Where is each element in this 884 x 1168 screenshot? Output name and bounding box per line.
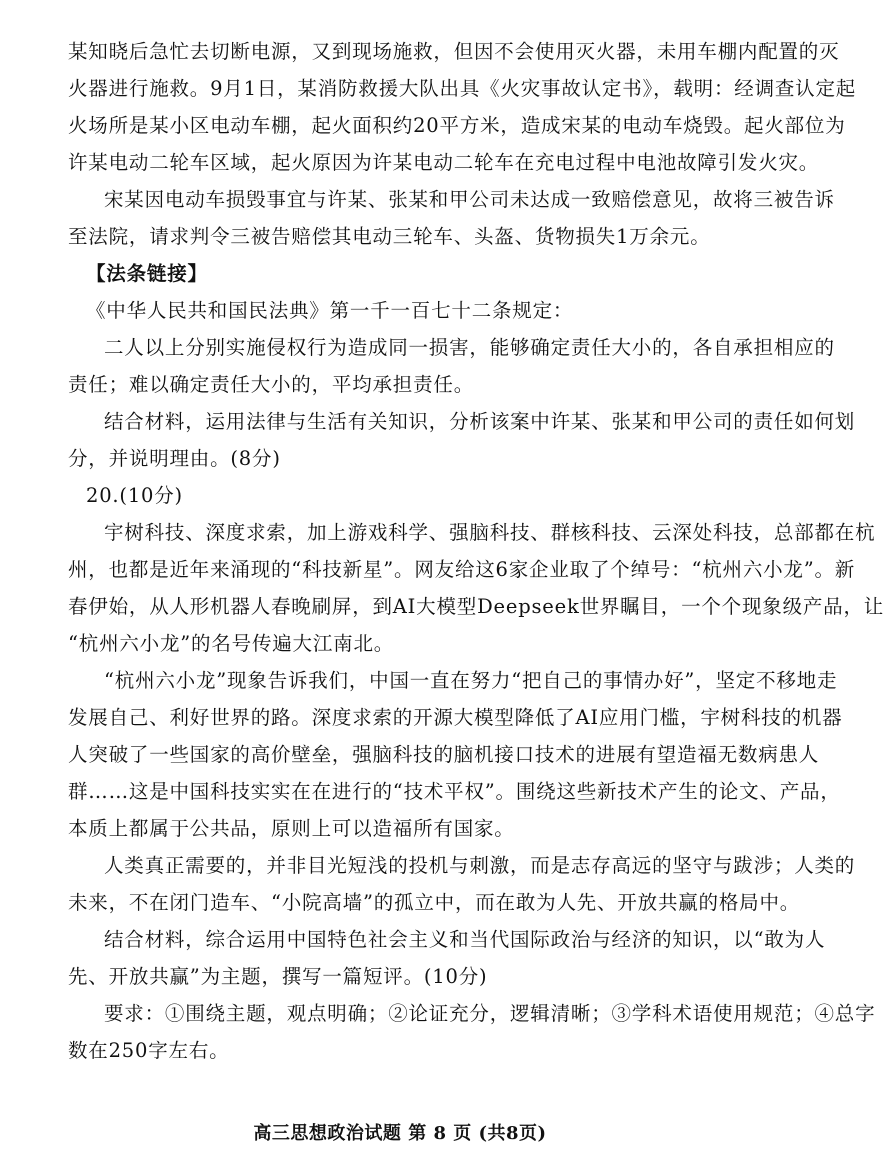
q20-p3-line-2: 未来，不在闭门造车、“小院高墙”的孤立中，而在敢为人先、开放共赢的格局中。 (68, 891, 801, 914)
law-text-line-1: 二人以上分别实施侵权行为造成同一损害，能够确定责任大小的，各自承担相应的 (104, 336, 835, 359)
q20-p1-line-1: 宇树科技、深度求索，加上游戏科学、强脑科技、群核科技、云深处科技，总部都在杭 (104, 521, 876, 544)
lawsuit-line-1: 宋某因电动车损毁事宜与许某、张某和甲公司未达成一致赔偿意见，故将三被告诉 (104, 188, 835, 211)
q20-p1-line-4: “杭州六小龙”的名号传遍大江南北。 (68, 632, 395, 655)
q20-p2-line-3: 人突破了一些国家的高价壁垒，强脑科技的脑机接口技术的进展有望造福无数病患人 (68, 743, 820, 766)
case-line-2: 火器进行施救。9月1日，某消防救援大队出具《火灾事故认定书》，载明：经调查认定起 (68, 77, 857, 100)
lawsuit-line-2: 至法院，请求判令三被告赔偿其电动三轮车、头盔、货物损失1万余元。 (68, 225, 711, 248)
case-line-1: 某知晓后急忙去切断电源，又到现场施救，但因不会使用灭火器，未用车棚内配置的灭 (68, 40, 840, 63)
q20-p2-line-4: 群……这是中国科技实实在在进行的“技术平权”。围绕这些新技术产生的论文、产品， (68, 780, 841, 803)
page-footer: 高三思想政治试题 第 8 页 (共8页) (253, 1123, 547, 1144)
q20-p3-line-1: 人类真正需要的，并非目光短浅的投机与刺激，而是志存高远的坚守与跋涉；人类的 (104, 854, 856, 877)
q20-task-line-1: 结合材料，综合运用中国特色社会主义和当代国际政治与经济的知识，以“敢为人 (104, 928, 826, 951)
case-line-3: 火场所是某小区电动车棚，起火面积约20平方米，造成宋某的电动车烧毁。起火部位为 (68, 114, 846, 137)
q20-heading: 20.(10分) (86, 484, 183, 507)
q20-p2-line-5: 本质上都属于公共品，原则上可以造福所有国家。 (68, 817, 515, 840)
q19-task-line-2: 分，并说明理由。(8分) (68, 447, 281, 470)
law-text-line-2: 责任；难以确定责任大小的，平均承担责任。 (68, 373, 475, 396)
q20-p1-line-3: 春伊始，从人形机器人春晚刷屏，到AI大模型Deepseek世界瞩目，一个个现象级产品，让 (68, 595, 884, 618)
q20-req-line-2: 数在250字左右。 (68, 1039, 230, 1062)
q20-p2-line-1: “杭州六小龙”现象告诉我们，中国一直在努力“把自己的事情办好”，坚定不移地走 (104, 669, 838, 692)
law-source: 《中华人民共和国民法典》第一千一百七十二条规定： (86, 299, 574, 322)
q20-task-line-2: 先、开放共赢”为主题，撰写一篇短评。(10分) (68, 965, 488, 988)
case-line-4: 许某电动二轮车区域，起火原因为许某电动二轮车在充电过程中电池故障引发火灾。 (68, 151, 820, 174)
q20-p1-line-2: 州，也都是近年来涌现的“科技新星”。网友给这6家企业取了个绰号：“杭州六小龙”。新 (68, 558, 856, 581)
q20-req-line-1: 要求：①围绕主题，观点明确；②论证充分，逻辑清晰；③学科术语使用规范；④总字 (104, 1002, 876, 1025)
law-link-heading: 【法条链接】 (86, 262, 208, 285)
q19-task-line-1: 结合材料，运用法律与生活有关知识，分析该案中许某、张某和甲公司的责任如何划 (104, 410, 856, 433)
q20-p2-line-2: 发展自己、利好世界的路。深度求索的开源大模型降低了AI应用门槛，宇树科技的机器 (68, 706, 843, 729)
